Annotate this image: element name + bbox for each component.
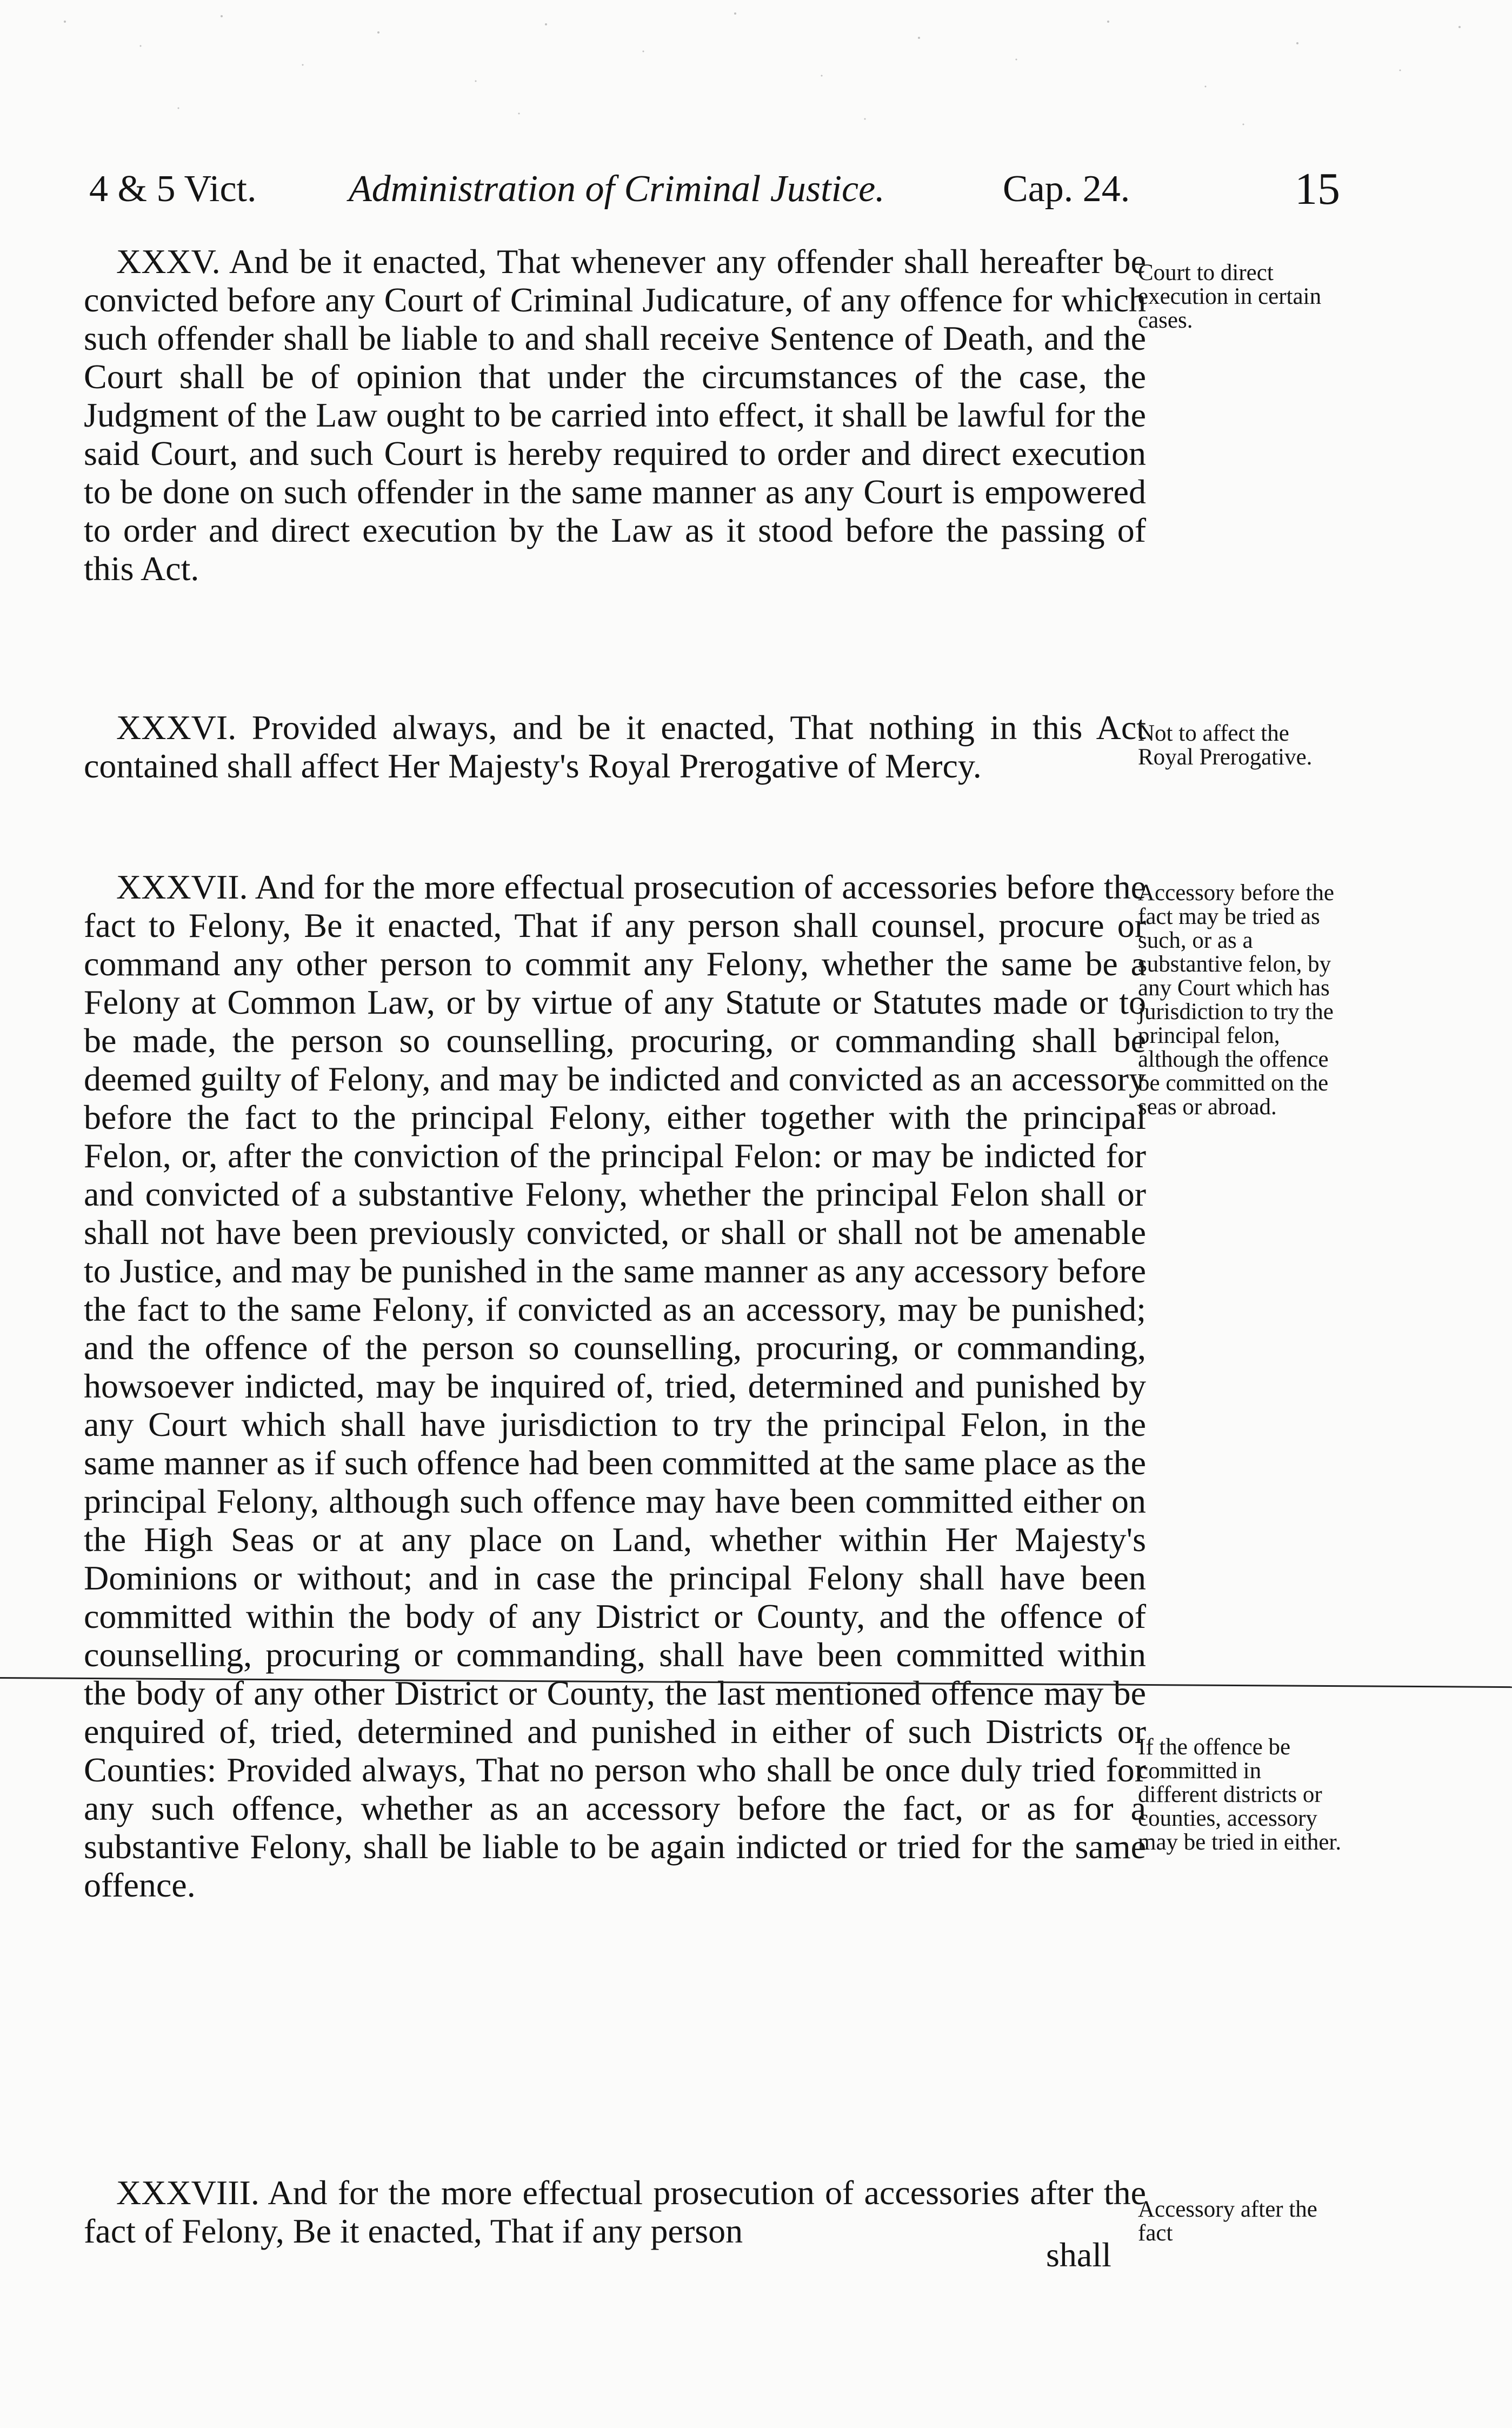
section-xxxviii <box>84 2173 1146 2250</box>
margin-note-accessory-before-fact: Accessory before the fact may be tried as such, or as a substantive felon, by any Court which has jurisdiction to try the principal felon, although the offence be committed on the seas or abroad. <box>1138 880 1334 1120</box>
section-text: And for the more effectual prosecution of accessories before the fact to Felony, Be it enacted, That if any person shall counsel, procure or command any other person to commit any Felony, whether the same be a Felony at Common Law, or by virtue of any Statute or Statutes made or to be made, the person so counselling, procuring, or commanding shall be deemed guilty of Felony, and may be indicted and convicted as an accessory before the fact to the principal Felony, either together with the principal Felon, or, after the conviction of the principal Felon: or may be indicted for and convicted of a substantive Felony, whether the principal Felon shall or shall not have been previously convicted, or shall or shall not be amenable to Justice, and may be punished in the same manner as any accessory before the fact to the same Felony, if convicted as an accessory, may be punished; and the offence of the person so counselling, procuring, or commanding, howsoever indicted, may be inquired of, tried, determined and punished by any Court which shall have jurisdiction to try the principal Felon, in the same manner as if such offence had been committed at the same place as the principal Felony, although such offence may have been committed either on the High Seas or at any place on Land, whether within Her Majesty's Dominions or without; and in case the principal Felony shall have been committed within the body of any District or County, and the offence of counselling, procuring or commanding, shall have been committed within the body of any other District or County, the last mentioned offence may be enquired of, tried, determined and punished in either of such Districts or Counties: Provided always, That no person who shall be once duly tried for any such offence, whether as an accessory before the fact, or as for a substantive Felony, shall be liable to be again indicted or tried for the same offence. <box>84 868 1147 1904</box>
section-number: XXXV. <box>116 242 221 281</box>
paper-speckle-texture <box>0 0 1512 141</box>
margin-note-royal-prerogative: Not to affect the Royal Prerogative. <box>1138 721 1313 770</box>
section-number: XXXVI. <box>116 708 237 747</box>
chapter-number: Cap. 24. <box>1003 168 1130 210</box>
margin-note-accessory-after-fact: Accessory after the fact <box>1138 2197 1317 2246</box>
section-xxxv <box>84 242 1146 588</box>
section-number: XXXVIII. <box>116 2173 259 2212</box>
section-number: XXXVII. <box>116 868 248 906</box>
section-text: And for the more effectual prosecution of accessories after the fact of Felony, Be it enacted, That if any person <box>84 2173 1147 2250</box>
section-xxxvii <box>84 868 1146 1904</box>
margin-note-court-direct-execution: Court to direct execution in certain cases. <box>1138 260 1322 333</box>
catchword: shall <box>1046 2236 1111 2274</box>
section-text: And be it enacted, That whenever any offender shall hereafter be convicted before any Court of Criminal Judicature, of any offence for which such offender shall be liable to and shall receive Sentence of Death, and the Court shall be of opinion that under the circumstances of the case, the Judgment of the Law ought to be carried into effect, it shall be lawful for the said Court, and such Court is hereby required to order and direct execution to be done on such offender in the same manner as any Court is empowered to order and direct execution by the Law as it stood before the passing of this Act. <box>84 242 1147 588</box>
page-number: 15 <box>1295 164 1340 214</box>
section-xxxvi <box>84 708 1146 785</box>
margin-note-different-districts: If the offence be committed in different districts or counties, accessory may be tried in either. <box>1138 1734 1342 1855</box>
running-header <box>81 162 1362 216</box>
regnal-year: 4 & 5 Vict. <box>89 168 257 210</box>
section-text: Provided always, and be it enacted, That nothing in this Act contained shall affect Her Majesty's Royal Prerogative of Mercy. <box>84 708 1147 785</box>
act-title: Administration of Criminal Justice. <box>349 168 885 210</box>
